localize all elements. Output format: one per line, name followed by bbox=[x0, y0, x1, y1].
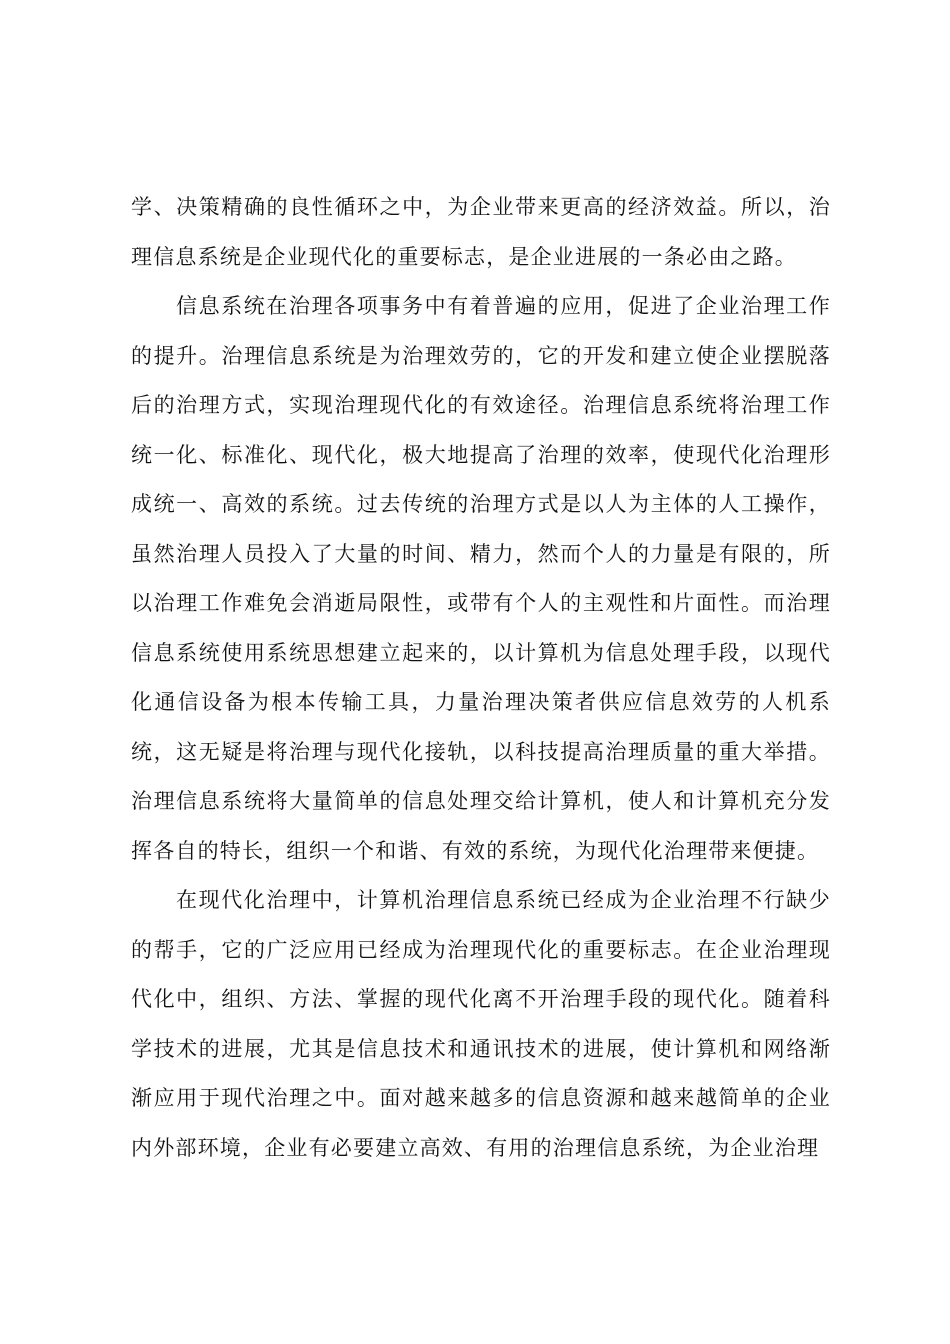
paragraph-1: 学、决策精确的良性循环之中，为企业带来更高的经济效益。所以，治理信息系统是企业现代化的重要标志，是企业进展的一条必由之路。 bbox=[131, 195, 831, 269]
document-body bbox=[131, 183, 831, 1173]
paragraph-3: 在现代化治理中，计算机治理信息系统已经成为企业治理不行缺少的帮手，它的广泛应用已经成为治理现代化的重要标志。在企业治理现代化中，组织、方法、掌握的现代化离不开治理手段的现代化。随着科学技术的进展，尤其是信息技术和通讯技术的进展，使计算机和网络渐渐应用于现代治理之中。面对越来越多的信息资源和越来越简单的企业内外部环境，企业有必要建立高效、有用的治理信息系统，为企业治理 bbox=[131, 888, 831, 1160]
paragraph-2: 信息系统在治理各项事务中有着普遍的应用，促进了企业治理工作的提升。治理信息系统是为治理效劳的，它的开发和建立使企业摆脱落后的治理方式，实现治理现代化的有效途径。治理信息系统将治理工作统一化、标准化、现代化，极大地提高了治理的效率，使现代化治理形成统一、高效的系统。过去传统的治理方式是以人为主体的人工操作，虽然治理人员投入了大量的时间、精力，然而个人的力量是有限的，所以治理工作难免会消逝局限性，或带有个人的主观性和片面性。而治理信息系统使用系统思想建立起来的，以计算机为信息处理手段，以现代化通信设备为根本传输工具，力量治理决策者供应信息效劳的人机系统，这无疑是将治理与现代化接轨，以科技提高治理质量的重大举措。治理信息系统将大量简单的信息处理交给计算机，使人和计算机充分发挥各自的特长，组织一个和谐、有效的系统，为现代化治理带来便捷。 bbox=[131, 294, 831, 863]
